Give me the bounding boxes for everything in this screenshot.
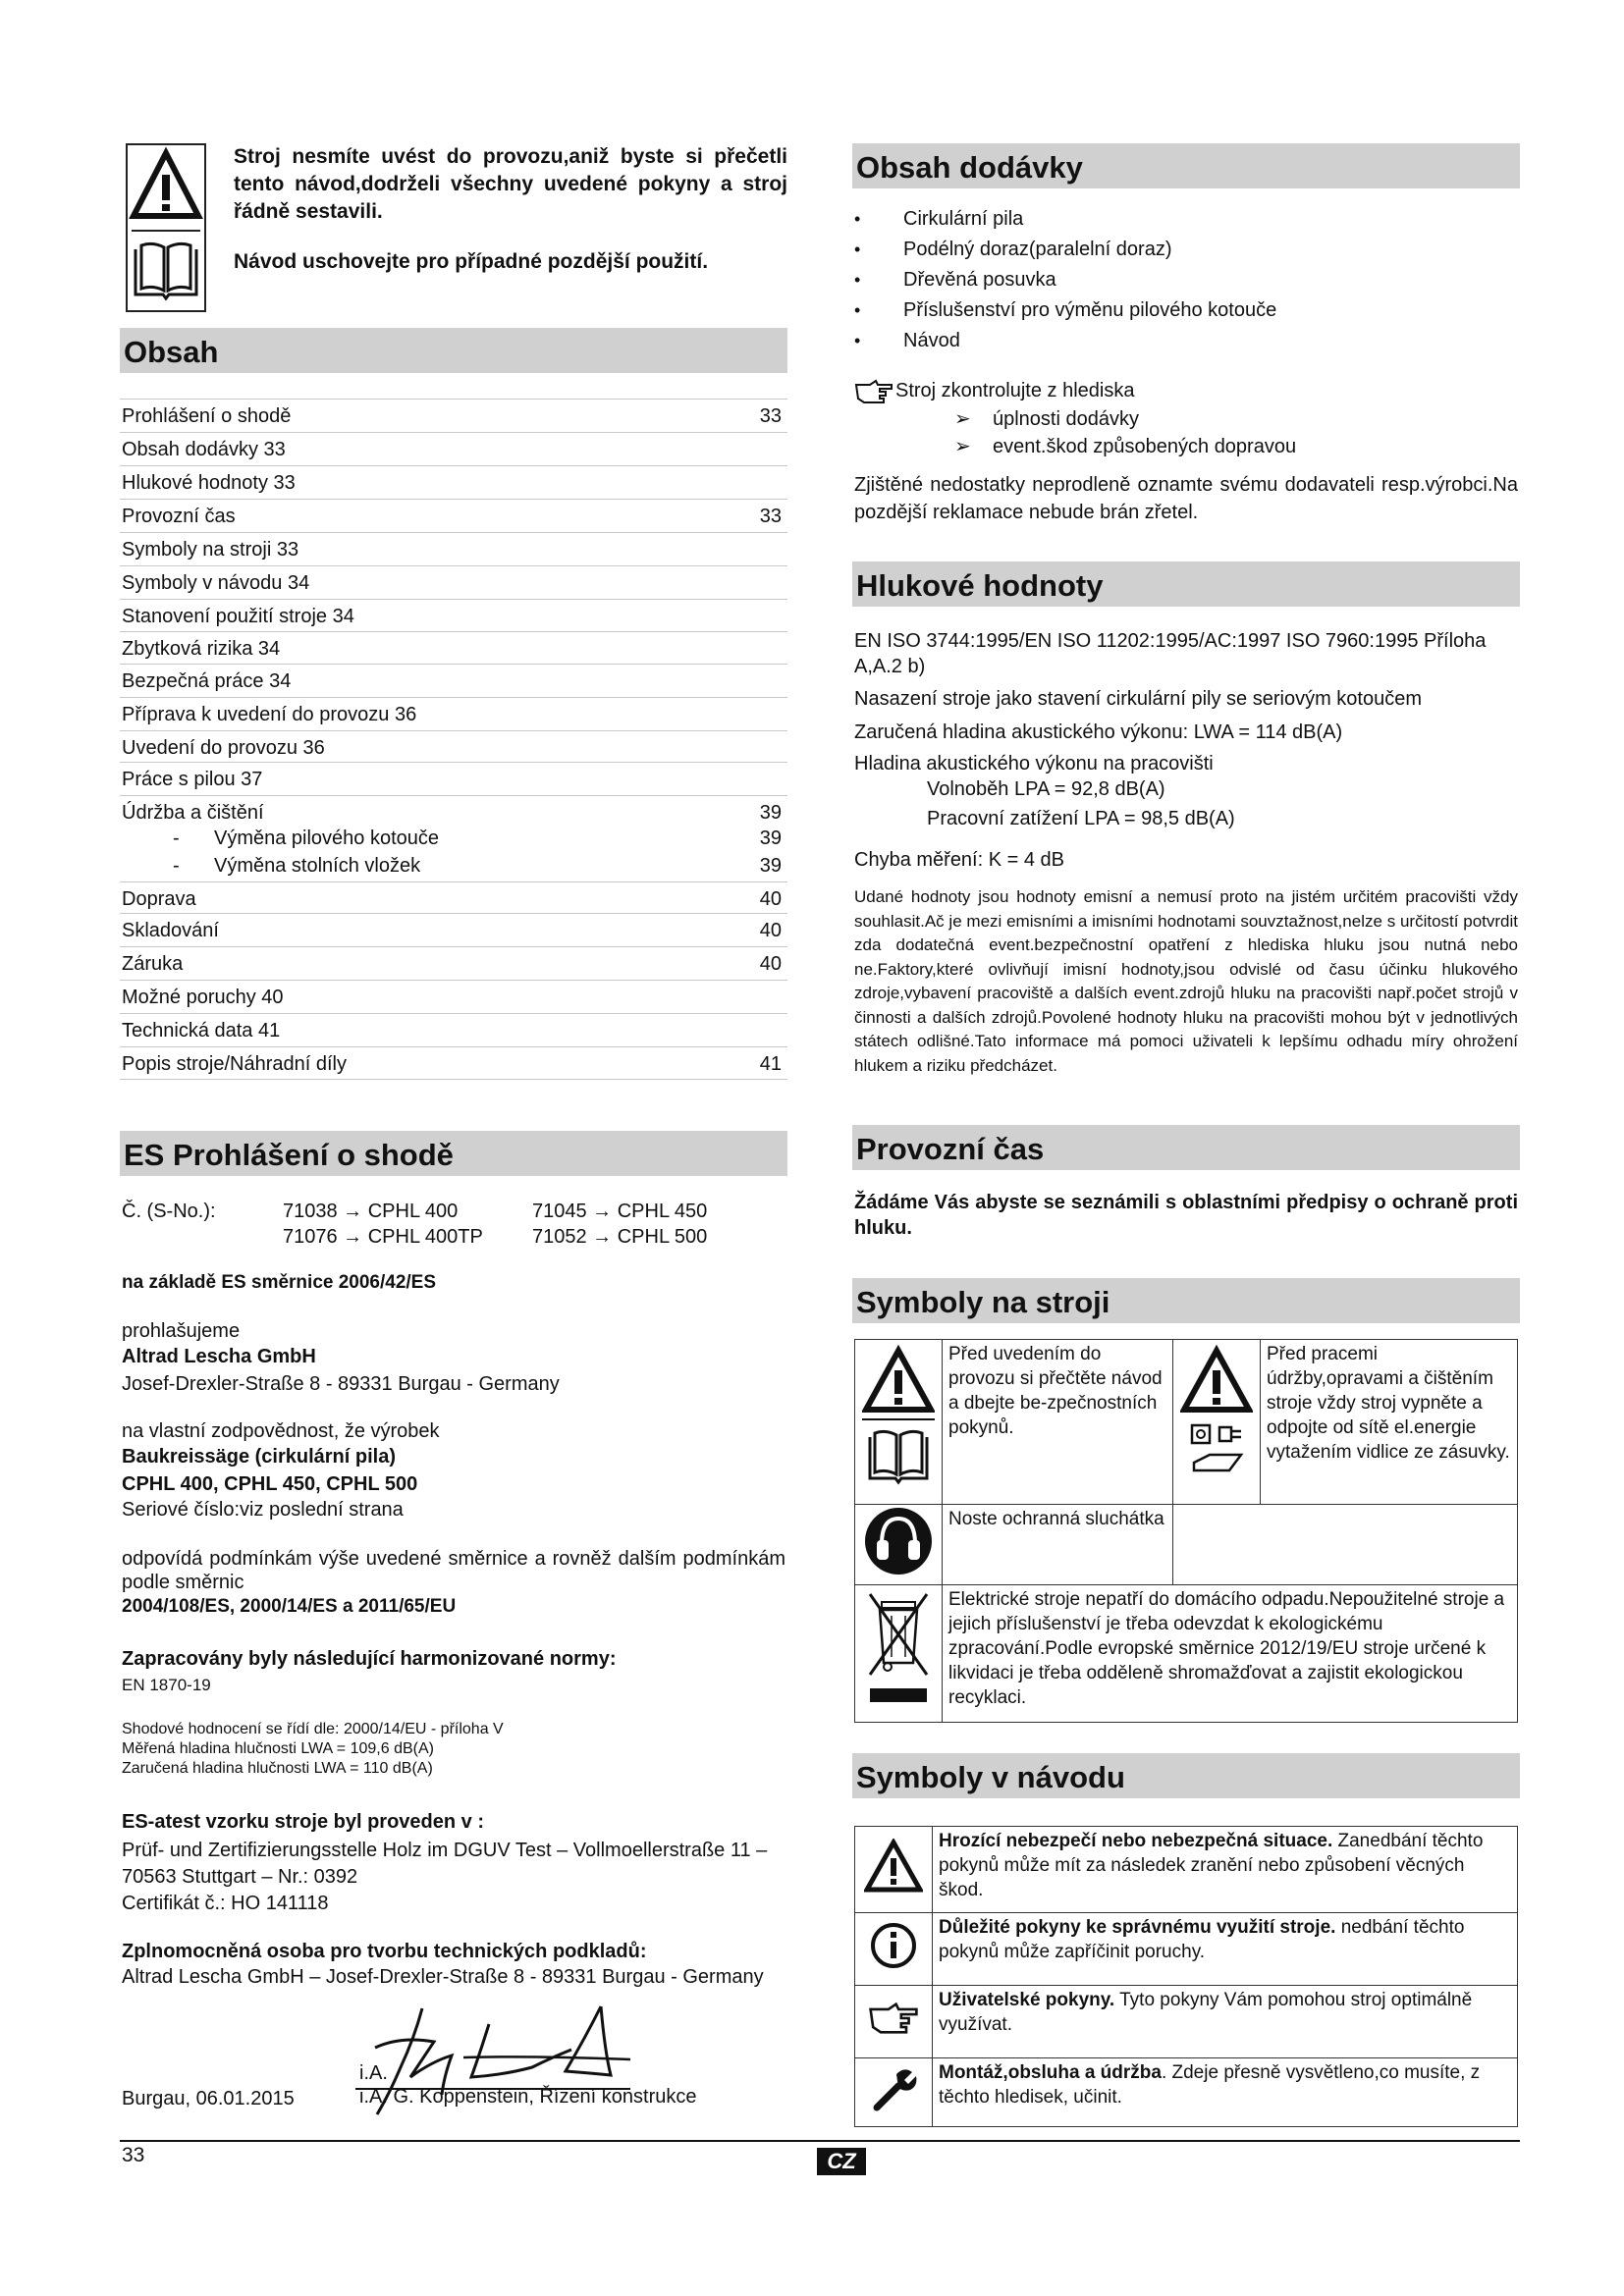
symbol-icon-cell <box>855 1340 943 1505</box>
noise-setup: Nasazení stroje jako stavení cirkulární pily se seriovým kotoučem <box>854 688 1423 710</box>
info-icon <box>869 1921 918 1970</box>
toc-item[interactable]: Doprava 40 <box>120 881 787 914</box>
toc-item[interactable]: Technická data 41 <box>120 1013 787 1045</box>
directive-text: na základě ES směrnice 2006/42/ES <box>122 1272 437 1293</box>
toc-subitem[interactable]: - Výměna stolních vložek 39 <box>173 855 782 877</box>
noise-workplace: Hladina akustického výkonu na pracovišti <box>854 753 1214 774</box>
manual-symbols-table <box>854 1826 1518 2127</box>
warning-triangle-icon <box>864 1839 923 1894</box>
sno-label: Č. (S-No.): <box>122 1201 216 1222</box>
unplug-warning-icon <box>1180 1345 1253 1492</box>
norms-heading: Zapracovány byly následující harmonizované normy: <box>122 1648 617 1670</box>
toc-item[interactable]: Prohlášení o shodě 33 <box>120 399 787 431</box>
manual-symbol-danger-text: Hrozící nebezpečí nebo nebezpečná situace. Zanedbání těchto pokynů může mít za následek zranění nebo způsobení věcných škod. <box>933 1827 1518 1913</box>
delivery-notice: Zjištěné nedostatky neprodleně oznamte svému dodavateli resp.výrobci.Na pozdější reklamace nebude brán zřetel. <box>854 474 1518 523</box>
directives-text: 2004/108/ES, 2000/14/ES a 2011/65/EU <box>122 1596 457 1617</box>
warning-triangle-icon <box>862 1345 935 1492</box>
warning-triangle-icon <box>128 145 204 228</box>
machine-symbols-table <box>854 1339 1518 1723</box>
symbol-unplug-text: Před pracemi údržby,opravami a čištěním stroje vždy stroj vypněte a odpojte od sítě el.energie vytažením vidlice ze zásuvky. <box>1261 1340 1518 1505</box>
auth-heading: Zplnomocněná osoba pro tvorbu technických podkladů: <box>122 1941 647 1962</box>
toc-item[interactable]: Možné poruchy 40 <box>120 980 787 1012</box>
noise-standard: EN ISO 3744:1995/EN ISO 11202:1995/AC:1997 ISO 7960:1995 Příloha A,A.2 b) <box>854 630 1487 677</box>
toc-item[interactable]: Popis stroje/Náhradní díly 41 <box>120 1046 787 1080</box>
machine-symbols-heading: Symboly na stroji <box>852 1278 1520 1323</box>
footer-rule <box>120 2140 1520 2142</box>
symbol-icon-cell <box>855 1913 933 1986</box>
toc-item[interactable]: Příprava k uvedení do provozu 36 <box>120 697 787 729</box>
test-body: Prüf- und Zertifizierungsstelle Holz im DGUV Test – Vollmoellerstraße 11 – 70563 Stuttgart – Nr.: 0392 Certifikát č.: HO 141118 <box>122 1840 768 1914</box>
check-item: ➢ event.škod způsobených dopravou <box>954 436 1297 457</box>
toc-item[interactable]: Skladování 40 <box>120 913 787 945</box>
product-name: Baukreissäge (cirkulární pila) <box>122 1446 397 1468</box>
company-address: Josef-Drexler-Straße 8 - 89331 Burgau - Germany <box>122 1373 560 1395</box>
intro-keep-text: Návod uschovejte pro případné pozdější použití. <box>234 250 709 273</box>
declaration-heading: ES Prohlášení o shodě <box>120 1131 787 1176</box>
list-item: • Příslušenství pro výměnu pilového kotouče <box>852 295 1276 326</box>
toc-item[interactable]: Provozní čas 33 <box>120 499 787 531</box>
toc-item[interactable]: Uvedení do provozu 36 <box>120 730 787 763</box>
auth-text: Altrad Lescha GmbH – Josef-Drexler-Straße 8 - 89331 Burgau - Germany <box>122 1966 764 1988</box>
intro-warning-text: Stroj nesmíte uvést do provozu,aniž byste si přečetli tento návod,dodrželi všechny uvedené pokyny a stroj řádně sestavili. <box>234 145 787 223</box>
list-item: • Cirkulární pila <box>852 204 1276 235</box>
signer-text: i.A. G. Koppenstein, Řízení konstrukce <box>359 2086 697 2108</box>
model-4: 71052 → CPHL 500 <box>532 1226 708 1248</box>
test-heading: ES-atest vzorku stroje byl proveden v : <box>122 1811 484 1833</box>
toc-item[interactable]: Symboly na stroji 33 <box>120 532 787 564</box>
toc-item[interactable]: Bezpečná práce 34 <box>120 664 787 696</box>
conform-text: odpovídá podmínkám výše uvedené směrnice a rovněž dalším podmínkám podle směrnic <box>122 1548 785 1593</box>
manual-symbol-user-text: Uživatelské pokyny. Tyto pokyny Vám pomohou stroj optimálně využívat. <box>933 1986 1518 2058</box>
norms-text: EN 1870-19 <box>122 1676 211 1694</box>
list-item: • Návod <box>852 326 1276 356</box>
language-badge: CZ <box>817 2148 866 2175</box>
pointing-hand-icon <box>854 379 893 404</box>
product-models: CPHL 400, CPHL 450, CPHL 500 <box>122 1473 418 1495</box>
symbol-icon-cell <box>855 1827 933 1913</box>
symbol-ear-protection-text: Noste ochranná sluchátka <box>943 1505 1173 1585</box>
check-text: Stroj zkontrolujte z hlediska <box>895 380 1135 401</box>
toc-item[interactable]: Záruka 40 <box>120 946 787 979</box>
toc-item[interactable]: Hlukové hodnoty 33 <box>120 465 787 498</box>
pointing-hand-icon <box>868 2002 919 2035</box>
symbol-weee-text: Elektrické stroje nepatří do domácího odpadu.Nepoužitelné stroje a jejich příslušenství je třeba odevzdat k ekologickému zpracování.Podle evropské směrnice 2012/19/EU stroje určené k likvidaci je třeba odděleně shromažďovat a zajistit ekologickou recyklaci. <box>943 1585 1518 1723</box>
runtime-heading: Provozní čas <box>852 1125 1520 1170</box>
noise-heading: Hlukové hodnoty <box>852 561 1520 607</box>
delivery-heading: Obsah dodávky <box>852 143 1520 188</box>
runtime-text: Žádáme Vás abyste se seznámili s oblastními předpisy o ochraně proti hluku. <box>854 1192 1518 1239</box>
manual-symbol-maintenance-text: Montáž,obsluha a údržba. Zdeje přesně vysvětleno,co musíte, z těchto hledisek, učinit. <box>933 2058 1518 2127</box>
company-name: Altrad Lescha GmbH <box>122 1346 316 1367</box>
symbol-icon-cell <box>1173 1340 1261 1505</box>
toc-item[interactable]: Stanovení použití stroje 34 <box>120 599 787 631</box>
book-icon <box>128 232 204 310</box>
declare-text: prohlašujeme <box>122 1320 241 1342</box>
list-item: • Podélný doraz(paralelní doraz) <box>852 235 1276 265</box>
list-item: • Dřevěná posuvka <box>852 265 1276 295</box>
assessment-text: Shodové hodnocení se řídí dle: 2000/14/EU - příloha V Měřená hladina hlučnosti LWA = 109,6 dB(A) Zaručená hladina hlučnosti LWA = 110 dB(A) <box>122 1721 504 1777</box>
symbol-icon-cell <box>855 1505 943 1585</box>
serial-text: Seriové číslo:viz poslední strana <box>122 1499 404 1521</box>
toc-item[interactable]: Obsah dodávky 33 <box>120 432 787 464</box>
ear-protection-icon <box>862 1505 935 1577</box>
manual-symbol-info-text: Důležité pokyny ke správnému využití stroje. nedbání těchto pokynů může zapříčinit poruchy. <box>933 1913 1518 1986</box>
symbol-icon-cell <box>855 2058 933 2127</box>
place-date: Burgau, 06.01.2015 <box>122 2088 295 2109</box>
manual-symbols-heading: Symboly v návodu <box>852 1753 1520 1798</box>
toc-item[interactable]: Symboly v návodu 34 <box>120 565 787 598</box>
model-1: 71038 → CPHL 400 <box>283 1201 459 1222</box>
noise-guaranteed: Zaručená hladina akustického výkonu: LWA = 114 dB(A) <box>854 721 1343 743</box>
model-3: 71045 → CPHL 450 <box>532 1201 708 1222</box>
check-item: ➢ úplnosti dodávky <box>954 408 1139 430</box>
toc-item[interactable]: Zbytková rizika 34 <box>120 631 787 664</box>
responsibility-text: na vlastní zodpovědnost, že výrobek <box>122 1420 440 1442</box>
toc-item[interactable]: Údržba a čištění 39 <box>120 795 787 828</box>
delivery-list <box>852 204 1276 356</box>
weee-bin-icon <box>862 1586 935 1714</box>
page-number: 33 <box>122 2144 145 2166</box>
symbol-icon-cell <box>855 1986 933 2058</box>
toc-heading: Obsah <box>120 328 787 373</box>
symbol-read-manual-text: Před uvedením do provozu si přečtěte návod a dbejte be-zpečnostních pokynů. <box>943 1340 1173 1505</box>
model-2: 71076 → CPHL 400TP <box>283 1226 483 1248</box>
intro-icon-box <box>126 143 206 312</box>
toc-subitem[interactable]: - Výměna pilového kotouče 39 <box>173 828 782 849</box>
noise-load: Pracovní zatížení LPA = 98,5 dB(A) <box>927 808 1235 829</box>
wrench-icon <box>869 2064 918 2113</box>
noise-error: Chyba měření: K = 4 dB <box>854 849 1065 871</box>
symbol-icon-cell <box>855 1585 943 1723</box>
empty-cell <box>1173 1505 1518 1585</box>
toc-item[interactable]: Práce s pilou 37 <box>120 762 787 794</box>
noise-idle: Volnoběh LPA = 92,8 dB(A) <box>927 778 1165 800</box>
signature-ia: i.A. <box>359 2062 388 2084</box>
noise-note: Udané hodnoty jsou hodnoty emisní a nemusí proto na jistém určitém pracovišti vždy souhlasit.Ač je mezi emisními a imisními hodnotami souvztažnost,nelze s určitostí potvrdit zda dodatečná event.bezpečnostní opatření z hlediska hluku jsou nutná nebo ne.Faktory,které ovlivňují imisní hodnoty,jsou odvislé od času účinku hlukového zdroje,vybavení pracoviště a dalších event.zdrojů hluku na pracovišti např.počet strojů v činnosti a dalších zdrojů.Povolené hodnoty hluku na pracovišti mohou být v jednotlivých státech odlišné.Tato informace má pomoci uživateli k lepšímu odhadu míry ohrožení hlukem a riziku předcházet. <box>854 887 1518 1075</box>
